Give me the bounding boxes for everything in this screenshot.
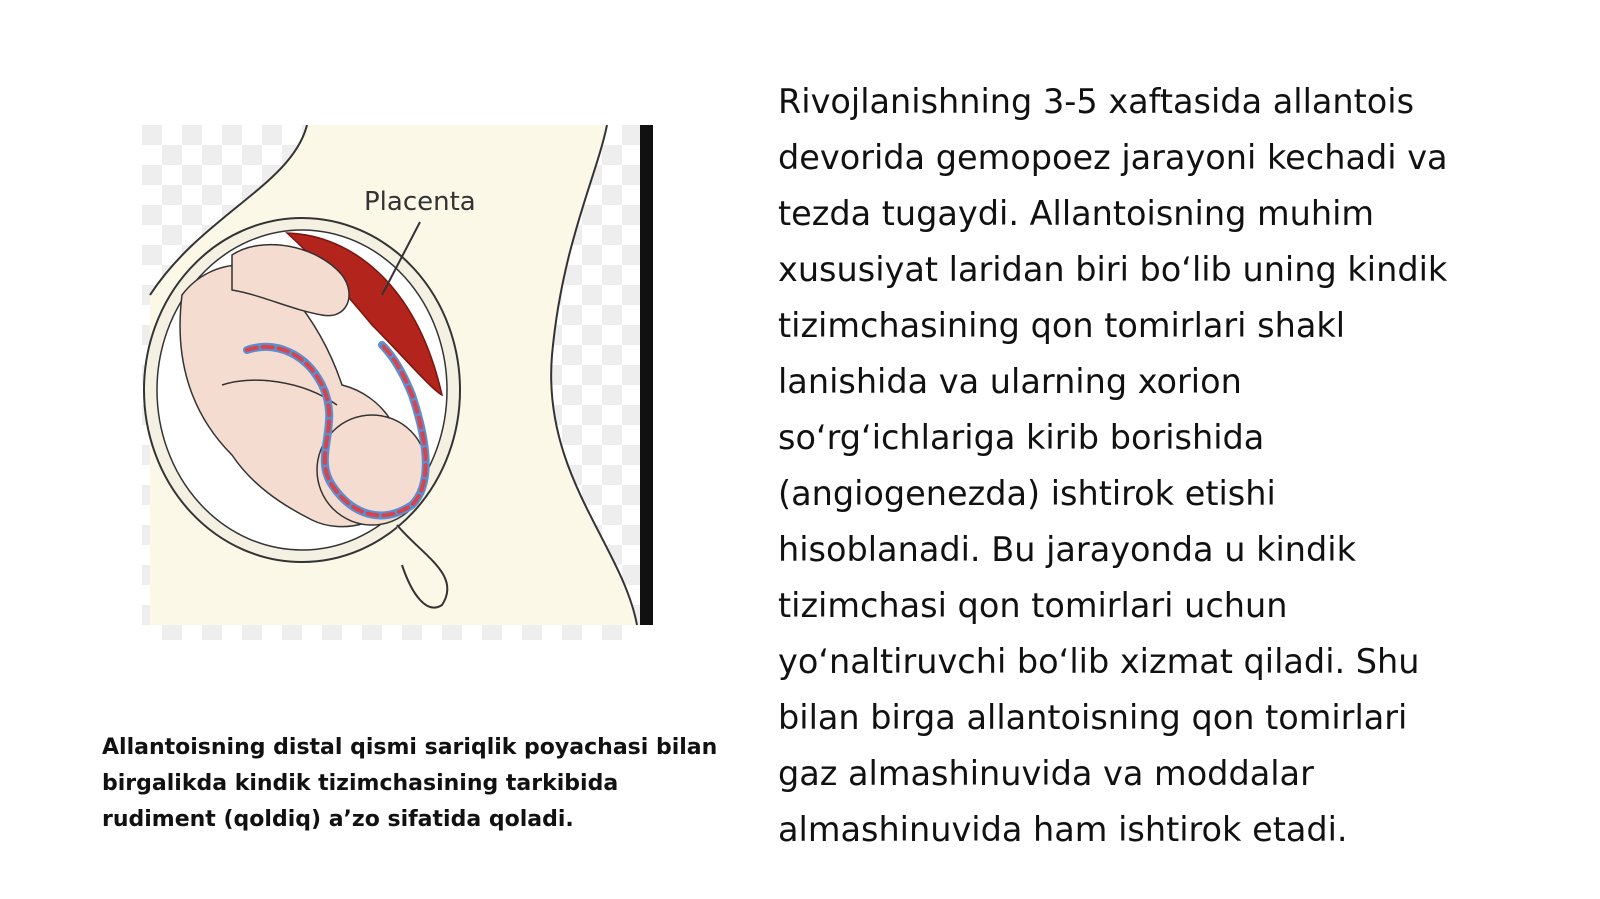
placenta-label: Placenta (364, 187, 476, 217)
paragraph-line: bilan birga allantoisning qon tomirlari (778, 698, 1408, 737)
paragraph-line: yo‘naltiruvchi bo‘lib xizmat qiladi. Shu (778, 642, 1420, 681)
paragraph-line: lanishida va ularning xorion (778, 362, 1242, 401)
paragraph-line: tezda tugaydi. Allantoisning muhim (778, 194, 1375, 233)
divider-bar (640, 125, 653, 625)
placenta-diagram (142, 125, 668, 640)
main-paragraph (778, 74, 1578, 858)
paragraph-line: hisoblanadi. Bu jarayonda u kindik (778, 530, 1357, 569)
caption-line: rudiment (qoldiq) a’zo sifatida qoladi. (102, 807, 574, 832)
placenta-illustration (142, 125, 668, 640)
paragraph-line: gaz almashinuvida va moddalar (778, 754, 1314, 793)
figure-caption (102, 730, 722, 838)
paragraph-line: (angiogenezda) ishtirok etishi (778, 474, 1276, 513)
caption-line: Allantoisning distal qismi sariqlik poyachasi bilan (102, 735, 718, 760)
paragraph-line: so‘rg‘ichlariga kirib borishida (778, 418, 1265, 457)
paragraph-line: tizimchasi qon tomirlari uchun (778, 586, 1288, 625)
paragraph-line: Rivojlanishning 3-5 xaftasida allantois (778, 82, 1415, 121)
paragraph-line: xususiyat laridan biri bo‘lib uning kindik (778, 250, 1448, 289)
paragraph-line: devorida gemopoez jarayoni kechadi va (778, 138, 1448, 177)
paragraph-line: almashinuvida ham ishtirok etadi. (778, 810, 1348, 849)
paragraph-line: tizimchasining qon tomirlari shakl (778, 306, 1346, 345)
caption-line: birgalikda kindik tizimchasining tarkibida (102, 771, 619, 796)
